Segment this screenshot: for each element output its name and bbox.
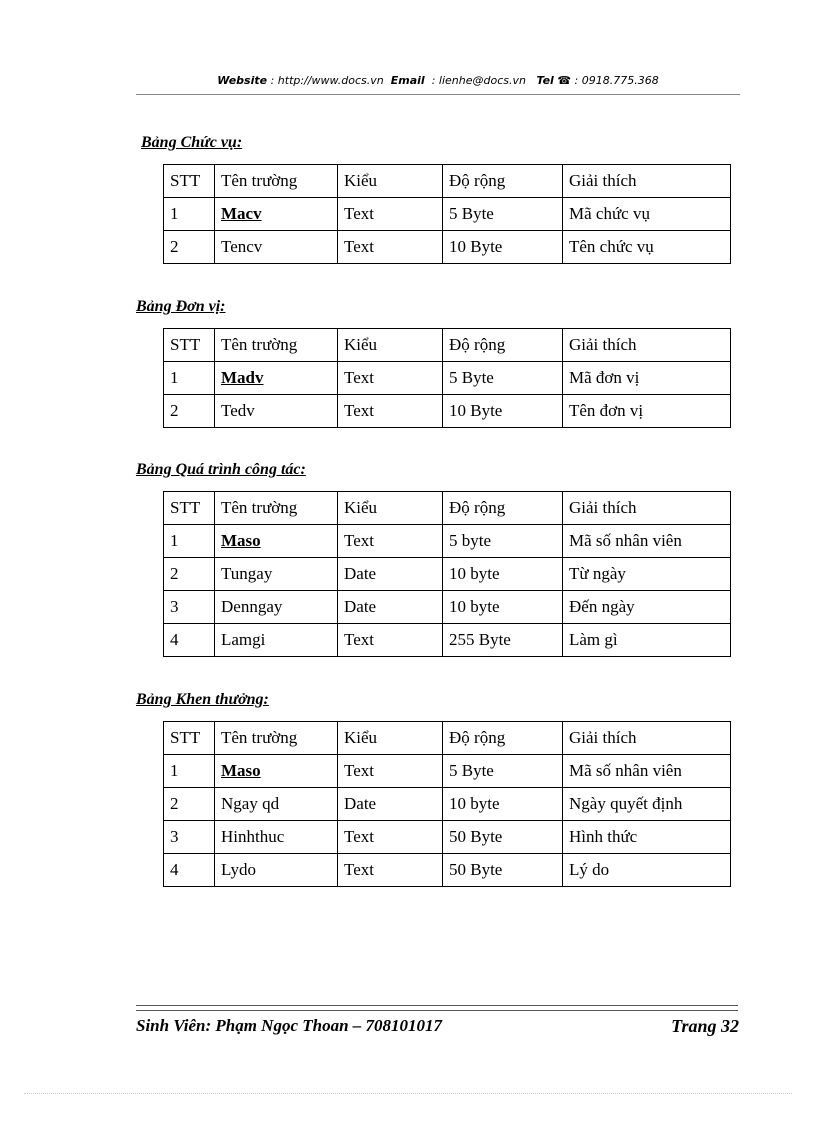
cell-width: 10 byte	[443, 558, 563, 591]
tel-value: : 0918.775.368	[574, 74, 659, 87]
table-row	[164, 231, 731, 264]
page-bottom-border	[24, 1093, 792, 1094]
cell-type: Text	[338, 525, 443, 558]
cell-width: 10 Byte	[443, 231, 563, 264]
cell-description: Mã số nhân viên	[563, 525, 731, 558]
page-number: 32	[721, 1016, 739, 1036]
col-kieu: Kiểu	[338, 492, 443, 525]
cell-width: 5 Byte	[443, 362, 563, 395]
cell-key-field: Macv	[215, 198, 338, 231]
tel-label: Tel	[536, 74, 554, 87]
cell-description: Mã chức vụ	[563, 198, 731, 231]
cell-width: 5 Byte	[443, 755, 563, 788]
cell-type: Text	[338, 624, 443, 657]
cell-stt: 4	[164, 854, 215, 887]
table-khen-thuong	[163, 721, 731, 887]
page-header	[136, 74, 740, 95]
cell-type: Text	[338, 755, 443, 788]
col-stt: STT	[164, 329, 215, 362]
cell-stt: 3	[164, 591, 215, 624]
table-row	[164, 854, 731, 887]
table-row	[164, 624, 731, 657]
col-giai-thich: Giải thích	[563, 492, 731, 525]
col-ten-truong: Tên trường	[215, 329, 338, 362]
table-don-vi	[163, 328, 731, 428]
cell-stt: 1	[164, 362, 215, 395]
cell-key-field: Maso	[215, 755, 338, 788]
table-row	[164, 525, 731, 558]
cell-field: Lydo	[215, 854, 338, 887]
website-value: : http://www.docs.vn	[270, 74, 384, 87]
cell-width: 5 byte	[443, 525, 563, 558]
col-do-rong: Độ rộng	[443, 165, 563, 198]
col-kieu: Kiểu	[338, 329, 443, 362]
col-giai-thich: Giải thích	[563, 165, 731, 198]
table-header-row	[164, 722, 731, 755]
table-header-row	[164, 329, 731, 362]
col-giai-thich: Giải thích	[563, 722, 731, 755]
cell-width: 10 byte	[443, 591, 563, 624]
table-row	[164, 788, 731, 821]
col-ten-truong: Tên trường	[215, 492, 338, 525]
email-value: : lienhe@docs.vn	[431, 74, 526, 87]
col-stt: STT	[164, 165, 215, 198]
table-row	[164, 755, 731, 788]
cell-key-field: Maso	[215, 525, 338, 558]
cell-stt: 1	[164, 755, 215, 788]
cell-width: 50 Byte	[443, 821, 563, 854]
cell-width: 50 Byte	[443, 854, 563, 887]
cell-type: Date	[338, 558, 443, 591]
cell-stt: 1	[164, 525, 215, 558]
cell-description: Đến ngày	[563, 591, 731, 624]
cell-field: Lamgi	[215, 624, 338, 657]
cell-type: Date	[338, 788, 443, 821]
cell-description: Tên chức vụ	[563, 231, 731, 264]
col-do-rong: Độ rộng	[443, 492, 563, 525]
email-label: Email	[390, 74, 425, 87]
table-row	[164, 821, 731, 854]
cell-width: 255 Byte	[443, 624, 563, 657]
cell-stt: 2	[164, 231, 215, 264]
cell-description: Mã đơn vị	[563, 362, 731, 395]
phone-icon: ☎	[557, 74, 572, 87]
col-ten-truong: Tên trường	[215, 165, 338, 198]
cell-width: 5 Byte	[443, 198, 563, 231]
section-title-chuc-vu: Bảng Chức vụ:	[141, 134, 243, 151]
footer-student: Sinh Viên: Phạm Ngọc Thoan – 708101017	[136, 1016, 443, 1035]
section-title-khen-thuong: Bảng Khen thưởng:	[136, 691, 269, 708]
section-title-qua-trinh-cong-tac: Bảng Quá trình công tác:	[136, 461, 306, 478]
page-label: Trang	[671, 1016, 717, 1036]
col-giai-thich: Giải thích	[563, 329, 731, 362]
table-header-row	[164, 492, 731, 525]
table-qua-trinh-cong-tac	[163, 491, 731, 657]
website-label: Website	[217, 74, 268, 87]
footer-page	[671, 1016, 739, 1037]
cell-type: Text	[338, 198, 443, 231]
table-chuc-vu	[163, 164, 731, 264]
cell-field: Hinhthuc	[215, 821, 338, 854]
col-ten-truong: Tên trường	[215, 722, 338, 755]
cell-field: Tedv	[215, 395, 338, 428]
col-do-rong: Độ rộng	[443, 329, 563, 362]
cell-description: Tên đơn vị	[563, 395, 731, 428]
cell-type: Text	[338, 362, 443, 395]
col-stt: STT	[164, 492, 215, 525]
cell-stt: 1	[164, 198, 215, 231]
cell-stt: 2	[164, 788, 215, 821]
cell-key-field: Madv	[215, 362, 338, 395]
col-kieu: Kiểu	[338, 165, 443, 198]
cell-width: 10 byte	[443, 788, 563, 821]
cell-stt: 2	[164, 395, 215, 428]
col-stt: STT	[164, 722, 215, 755]
cell-description: Lý do	[563, 854, 731, 887]
table-row	[164, 591, 731, 624]
cell-description: Ngày quyết định	[563, 788, 731, 821]
footer-divider	[136, 1005, 738, 1011]
cell-type: Text	[338, 821, 443, 854]
cell-description: Từ ngày	[563, 558, 731, 591]
cell-description: Hình thức	[563, 821, 731, 854]
col-do-rong: Độ rộng	[443, 722, 563, 755]
table-row	[164, 198, 731, 231]
cell-width: 10 Byte	[443, 395, 563, 428]
col-kieu: Kiểu	[338, 722, 443, 755]
section-title-don-vi: Bảng Đơn vị:	[136, 298, 226, 315]
cell-field: Tungay	[215, 558, 338, 591]
table-row	[164, 558, 731, 591]
table-row	[164, 362, 731, 395]
cell-type: Text	[338, 854, 443, 887]
cell-type: Text	[338, 395, 443, 428]
cell-stt: 4	[164, 624, 215, 657]
cell-field: Denngay	[215, 591, 338, 624]
cell-type: Text	[338, 231, 443, 264]
cell-stt: 3	[164, 821, 215, 854]
table-header-row	[164, 165, 731, 198]
cell-description: Làm gì	[563, 624, 731, 657]
table-row	[164, 395, 731, 428]
cell-stt: 2	[164, 558, 215, 591]
cell-field: Tencv	[215, 231, 338, 264]
cell-field: Ngay qd	[215, 788, 338, 821]
cell-description: Mã số nhân viên	[563, 755, 731, 788]
cell-type: Date	[338, 591, 443, 624]
